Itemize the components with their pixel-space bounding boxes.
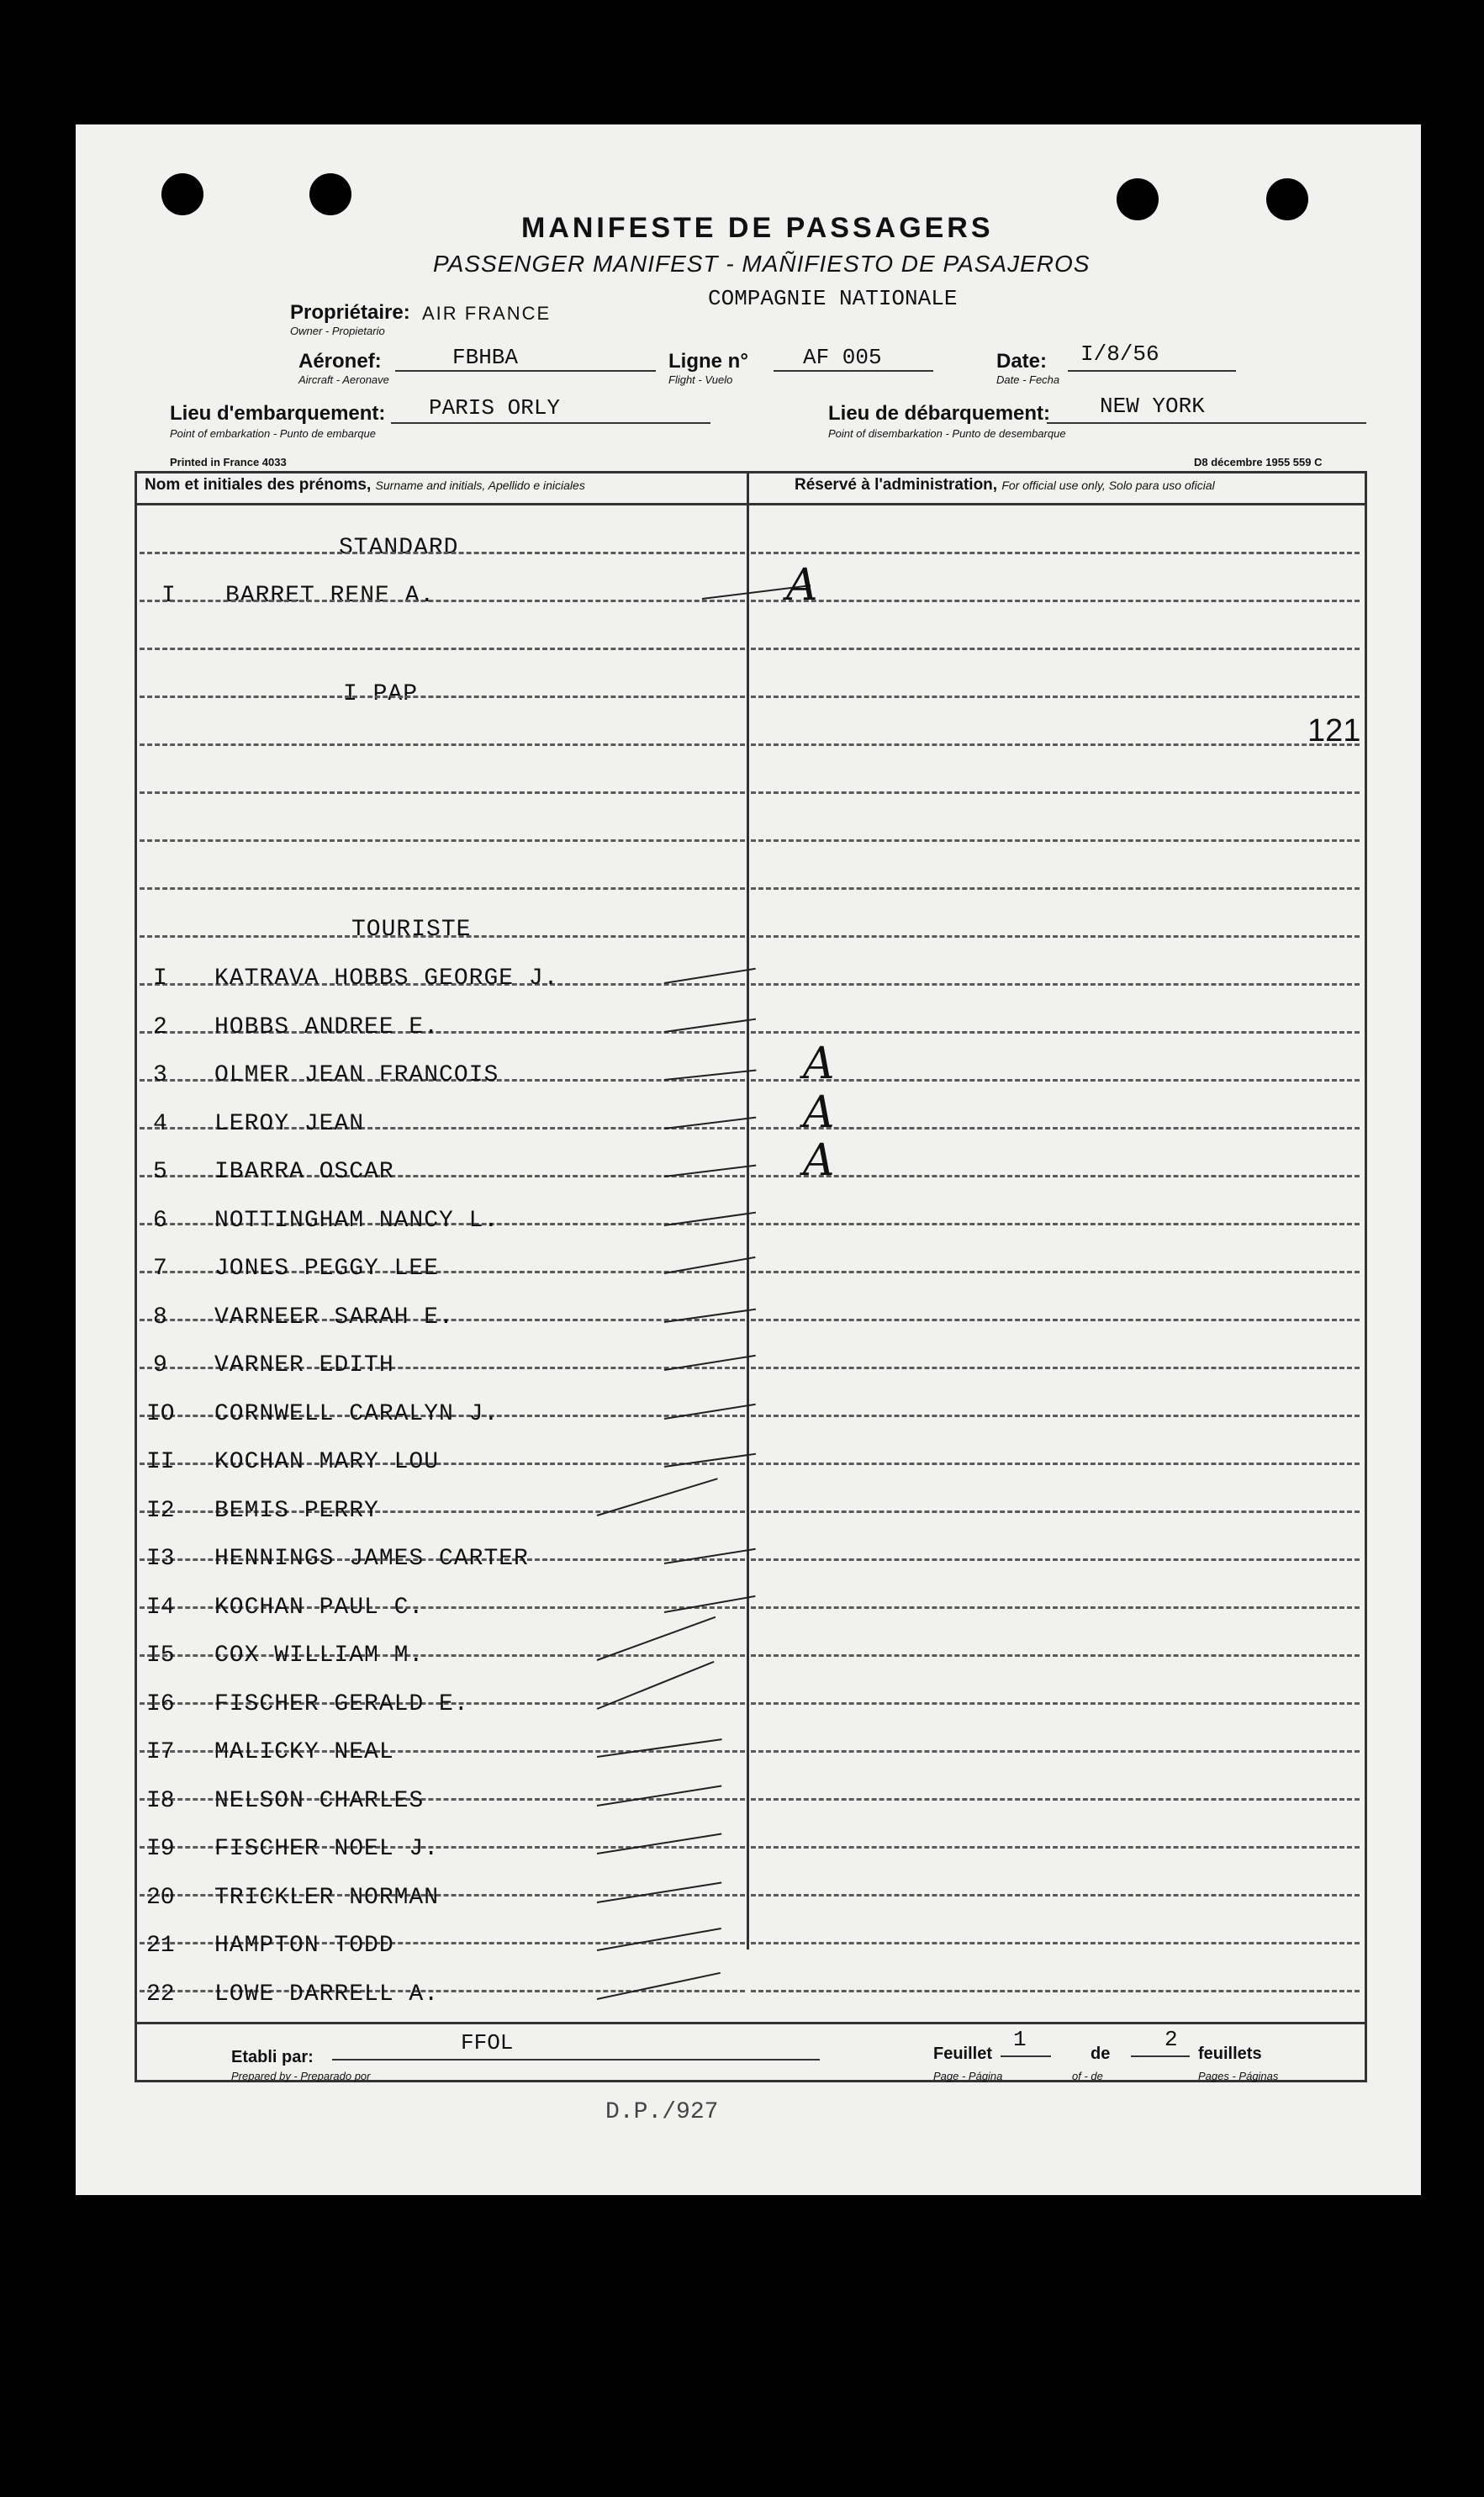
passenger-number: I6 — [146, 1690, 175, 1717]
passenger-number: 8 — [153, 1304, 167, 1330]
row-rule — [140, 552, 745, 554]
passenger-name: HAMPTON TODD — [214, 1933, 394, 1959]
prepared-caption: Prepared by - Preparado por — [231, 2070, 371, 2082]
row-rule — [751, 839, 1360, 842]
row-rule — [751, 1223, 1360, 1225]
passenger-number: 2 — [153, 1013, 167, 1040]
row-rule — [751, 1031, 1360, 1034]
passenger-number: 5 — [153, 1159, 167, 1185]
disembarkation-caption: Point of disembarkation - Punto de desembarque — [828, 427, 1066, 440]
section-heading-touriste: TOURISTE — [351, 917, 472, 943]
row-rule — [751, 887, 1360, 890]
pages-caption: Pages - Páginas — [1198, 2070, 1279, 2082]
manifest-sheet — [76, 124, 1421, 2195]
row-rule — [751, 1798, 1360, 1801]
row-rule — [751, 600, 1360, 602]
page-number: 121 — [1307, 713, 1361, 749]
passenger-number: IO — [146, 1400, 175, 1427]
row-rule — [751, 1271, 1360, 1273]
row-rule — [751, 1702, 1360, 1705]
disembarkation-value: NEW YORK — [1100, 394, 1205, 419]
passenger-name: KOCHAN PAUL C. — [214, 1594, 425, 1621]
embarkation-label: Lieu d'embarquement: — [170, 402, 386, 425]
punch-hole — [309, 173, 351, 215]
passenger-name: VARNER EDITH — [214, 1352, 394, 1378]
row-rule — [751, 1079, 1360, 1082]
admin-mark: A — [803, 1039, 835, 1089]
passenger-name: OLMER JEAN FRANCOIS — [214, 1062, 499, 1088]
flight-label: Ligne n° — [668, 350, 748, 373]
passenger-name: JONES PEGGY LEE — [214, 1256, 440, 1282]
date-label: Date: — [996, 350, 1048, 373]
passenger-number: 4 — [153, 1110, 167, 1137]
passenger-name: LOWE DARRELL A. — [214, 1981, 440, 2008]
row-rule — [751, 1463, 1360, 1465]
row-rule — [751, 791, 1360, 794]
passenger-number: I — [153, 965, 167, 992]
row-rule — [751, 696, 1360, 698]
passenger-number: 21 — [146, 1933, 175, 1959]
row-rule — [751, 1367, 1360, 1369]
pages-label: feuillets — [1198, 2045, 1262, 2063]
passenger-number: I3 — [146, 1546, 175, 1572]
prepared-label: Etabli par: — [231, 2048, 314, 2066]
passenger-name: LEROY JEAN — [214, 1110, 365, 1137]
row-rule — [751, 1319, 1360, 1321]
passenger-name: KATRAVA HOBBS GEORGE J. — [214, 965, 559, 992]
passenger-number: I7 — [146, 1739, 175, 1765]
passenger-name: FISCHER GERALD E. — [214, 1690, 469, 1717]
flight-value: AF 005 — [803, 345, 882, 370]
row-rule — [751, 648, 1360, 650]
disembarkation-label: Lieu de débarquement: — [828, 402, 1051, 425]
manifest-title: MANIFESTE DE PASSAGERS — [521, 212, 994, 244]
row-rule — [751, 983, 1360, 986]
passenger-name: KOCHAN MARY LOU — [214, 1449, 440, 1475]
passenger-number: I9 — [146, 1836, 175, 1862]
owner-caption: Owner - Propietario — [290, 325, 385, 337]
passenger-name: BEMIS PERRY — [214, 1497, 379, 1524]
manifest-subtitle: PASSENGER MANIFEST - MAÑIFIESTO DE PASAJEROS — [433, 251, 1091, 277]
row-rule — [751, 1894, 1360, 1897]
flight-caption: Flight - Vuelo — [668, 373, 733, 386]
passenger-number: I2 — [146, 1497, 175, 1524]
punch-hole — [161, 173, 203, 215]
row-rule — [751, 1606, 1360, 1609]
aircraft-caption: Aircraft - Aeronave — [298, 373, 389, 386]
aircraft-value: FBHBA — [452, 345, 519, 370]
admin-mark: A — [803, 1087, 835, 1138]
owner-label: Propriétaire: — [290, 301, 410, 324]
passenger-number: 9 — [153, 1352, 167, 1378]
passenger-name: IBARRA OSCAR — [214, 1159, 394, 1185]
of-caption: of - de — [1072, 2070, 1103, 2082]
row-rule — [751, 1990, 1360, 1992]
passenger-number: I8 — [146, 1787, 175, 1814]
owner-company: COMPAGNIE NATIONALE — [708, 286, 958, 311]
row-rule — [140, 935, 745, 938]
passenger-name: BARRET RENE A. — [225, 583, 436, 609]
passenger-number: 3 — [153, 1062, 167, 1088]
column-header-admin: Réservé à l'administration, For official use only, Solo para uso oficial — [795, 476, 1215, 494]
punch-hole — [1117, 178, 1159, 220]
row-rule — [140, 839, 745, 842]
sheet-label: Feuillet — [933, 2045, 993, 2063]
passenger-number: II — [146, 1449, 175, 1475]
passenger-name: COX WILLIAM M. — [214, 1643, 425, 1669]
of-label: de — [1091, 2045, 1111, 2063]
passenger-name: CORNWELL CARALYN J. — [214, 1400, 499, 1427]
row-rule — [751, 1750, 1360, 1753]
row-rule — [140, 743, 745, 746]
sheet-value: 1 — [1013, 2027, 1027, 2052]
embarkation-caption: Point of embarkation - Punto de embarque — [170, 427, 376, 440]
row-rule — [751, 1558, 1360, 1561]
passenger-name: NELSON CHARLES — [214, 1787, 425, 1814]
passenger-name: MALICKY NEAL — [214, 1739, 394, 1765]
row-rule — [751, 1127, 1360, 1129]
aircraft-label: Aéronef: — [298, 350, 382, 373]
passenger-name: HENNINGS JAMES CARTER — [214, 1546, 529, 1572]
form-number: D8 décembre 1955 559 C — [1194, 456, 1323, 468]
stamp: D.P./927 — [605, 2099, 719, 2125]
row-rule — [140, 696, 745, 698]
row-rule — [751, 1415, 1360, 1417]
column-header-names: Nom et initiales des prénoms, Surname and initials, Apellido e iniciales — [145, 476, 585, 494]
row-rule — [751, 1510, 1360, 1513]
row-rule — [140, 887, 745, 890]
passenger-name: HOBBS ANDREE E. — [214, 1013, 440, 1040]
admin-mark: A — [786, 560, 818, 611]
passenger-name: FISCHER NOEL J. — [214, 1836, 440, 1862]
embarkation-value: PARIS ORLY — [429, 395, 561, 421]
passenger-number: 22 — [146, 1981, 175, 2008]
admin-mark: A — [803, 1135, 835, 1186]
date-caption: Date - Fecha — [996, 373, 1060, 386]
sheet-caption: Page - Página — [933, 2070, 1003, 2082]
prepared-value: FFOL — [461, 2030, 514, 2055]
section-heading-standard: STANDARD — [339, 535, 459, 561]
printed-note: Printed in France 4033 — [170, 456, 287, 468]
passenger-name: VARNEER SARAH E. — [214, 1304, 454, 1330]
passenger-number: 6 — [153, 1207, 167, 1234]
punch-hole — [1266, 178, 1308, 220]
date-value: I/8/56 — [1080, 341, 1159, 367]
row-rule — [751, 743, 1360, 746]
row-rule — [751, 1654, 1360, 1657]
column-divider — [747, 471, 749, 1949]
row-rule — [751, 935, 1360, 938]
standard-note: I PAP — [343, 681, 419, 707]
passenger-number: I4 — [146, 1594, 175, 1621]
passenger-name: NOTTINGHAM NANCY L. — [214, 1207, 499, 1234]
row-rule — [140, 648, 745, 650]
passenger-name: TRICKLER NORMAN — [214, 1884, 440, 1911]
row-rule — [140, 600, 745, 602]
row-rule — [751, 1175, 1360, 1177]
passenger-number: I5 — [146, 1643, 175, 1669]
passenger-number: 20 — [146, 1884, 175, 1911]
total-value: 2 — [1164, 2027, 1178, 2052]
owner-value: AIR FRANCE — [422, 303, 552, 324]
passenger-number: 7 — [153, 1256, 167, 1282]
row-rule — [140, 791, 745, 794]
passenger-number: I — [161, 583, 176, 609]
row-rule — [751, 1942, 1360, 1944]
row-rule — [751, 552, 1360, 554]
row-rule — [751, 1846, 1360, 1849]
